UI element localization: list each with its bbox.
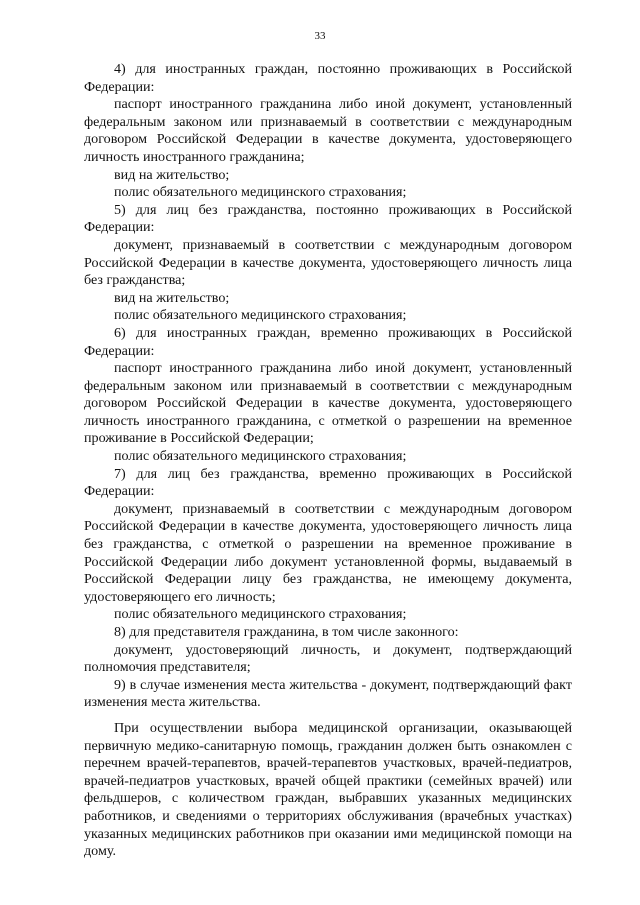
paragraph-item-4-heading: 4) для иностранных граждан, постоянно проживающих в Российской Федерации: <box>84 61 572 95</box>
paragraph-item-9: 9) в случае изменения места жительства - документ, подтверждающий факт изменения места жительства. <box>84 676 572 711</box>
paragraph-residence-permit: вид на жительство; <box>114 289 230 306</box>
paragraph-insurance-policy: полис обязательного медицинского страхования; <box>114 307 407 324</box>
paragraph-insurance-policy: полис обязательного медицинского страхования; <box>114 606 407 623</box>
page-number: 33 <box>314 30 326 42</box>
paragraph-representative-documents: документ, удостоверяющий личность, и документ, подтверждающий полномочия представителя; <box>84 641 572 676</box>
paragraph-item-8-heading: 8) для представителя гражданина, в том числе законного: <box>114 624 459 640</box>
paragraph-insurance-policy: полис обязательного медицинского страхования; <box>114 448 407 465</box>
paragraph-stateless-document: документ, признаваемый в соответствии с международным договором Российской Федерации в качестве документа, удостоверяющего личность лица без гражданства; <box>84 236 572 289</box>
paragraph-item-5-heading: 5) для лиц без гражданства, постоянно проживающих в Российской Федерации: <box>84 201 572 236</box>
paragraph-insurance-policy: полис обязательного медицинского страхования; <box>114 184 407 201</box>
paragraph-item-6-heading: 6) для иностранных граждан, временно проживающих в Российской Федерации: <box>84 324 572 359</box>
paragraph-item-7-heading: 7) для лиц без гражданства, временно проживающих в Российской Федерации: <box>84 465 572 500</box>
paragraph-passport-temporary: паспорт иностранного гражданина либо иной документ, установленный федеральным законом или признаваемый в соответствии с международным договором Российской Федерации в качестве документа, удостоверяющего личность иностранного гражданина, с отметкой о разрешении на временное проживание в Российской Федерации; <box>84 360 572 447</box>
paragraph-selection-info: При осуществлении выбора медицинской организации, оказывающей первичную медико-санитарную помощь, гражданин должен быть ознакомлен с перечнем врачей-терапевтов, врачей-терапевтов участковых, врачей-педиатров, врачей-педиатров участковых, врачей общей практики (семейных врачей) или фельдшеров, с количеством граждан, выбравших указанных медицинских работников, и сведениями о территориях обслуживания (врачебных участках) указанных медицинских работников при оказании ими медицинской помощи на дому. <box>84 719 572 860</box>
document-body <box>84 61 572 861</box>
paragraph-residence-permit: вид на жительство; <box>114 166 230 183</box>
paragraph-stateless-temporary: документ, признаваемый в соответствии с международным договором Российской Федерации в качестве документа, удостоверяющего личность лица без гражданства, с отметкой о разрешении на временное проживание в Российской Федерации либо документ установленной формы, выдаваемый в Российской Федерации лицу без гражданства, не имеющему документа, удостоверяющего его личность; <box>84 500 572 605</box>
paragraph-passport-foreign: паспорт иностранного гражданина либо иной документ, установленный федеральным законом или признаваемый в соответствии с международным договором Российской Федерации в качестве документа, удостоверяющего личность иностранного гражданина; <box>84 96 572 165</box>
